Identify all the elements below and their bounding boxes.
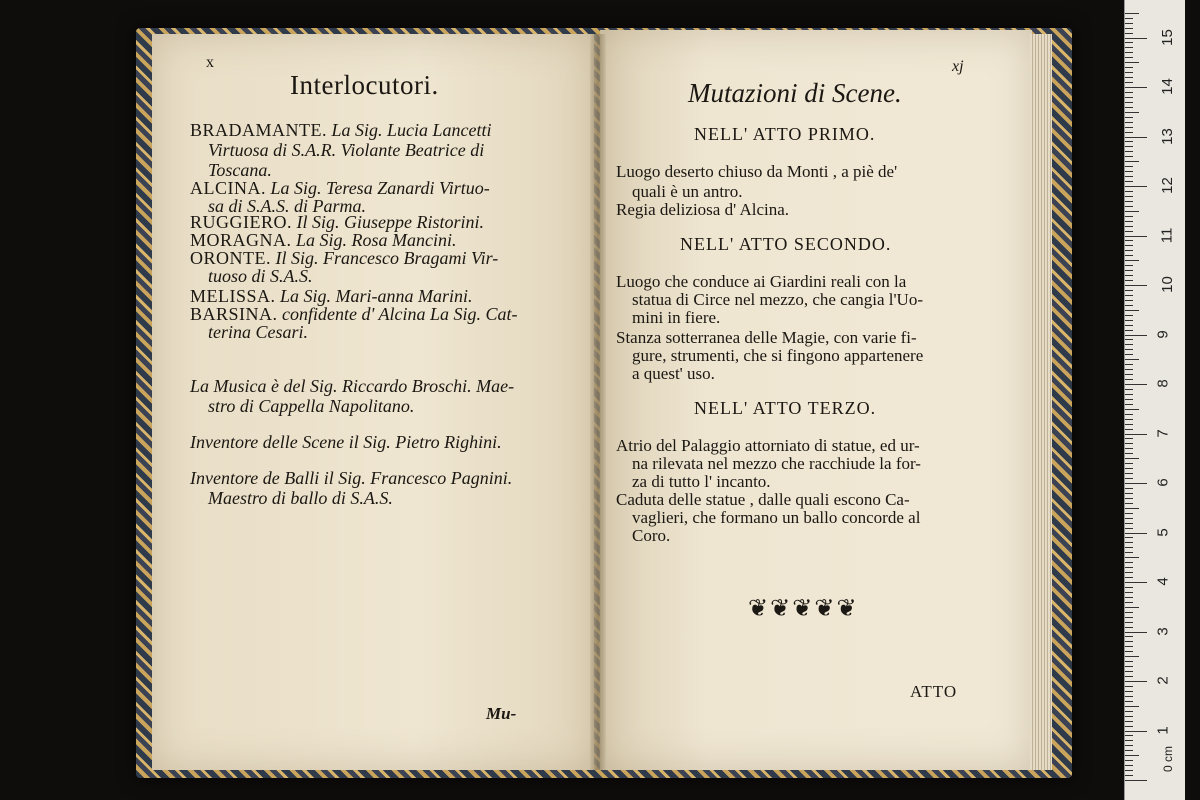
- ruler-tick: [1125, 429, 1133, 430]
- ruler-tick: [1125, 77, 1133, 78]
- ruler-tick: [1125, 686, 1133, 687]
- ruler-tick: [1125, 617, 1133, 618]
- ruler-tick: [1125, 87, 1147, 88]
- ruler-tick: [1125, 151, 1133, 152]
- scene-line: na rilevata nel mezzo che racchiude la for-: [632, 454, 921, 473]
- scene-line: a quest' uso.: [632, 364, 715, 383]
- ruler-tick: [1125, 315, 1133, 316]
- ruler-number: 13: [1158, 127, 1176, 145]
- ruler-tick: [1125, 156, 1133, 157]
- ruler-tick: [1125, 18, 1133, 19]
- ruler-tick: [1125, 325, 1133, 326]
- ruler-tick: [1125, 270, 1133, 271]
- ruler-tick: [1125, 196, 1133, 197]
- scene-line: Luogo deserto chiuso da Monti , a piè de': [616, 162, 898, 181]
- ruler-tick: [1125, 414, 1133, 415]
- scene-line: quali è un antro.: [632, 182, 743, 201]
- scene-line: Stanza sotterranea delle Magie, con varie fi-: [616, 328, 917, 347]
- ruler-tick: [1125, 453, 1133, 454]
- ruler-tick: [1125, 765, 1133, 766]
- cast-entry: [190, 304, 518, 324]
- cast-continuation: Virtuosa di S.A.R. Violante Beatrice di: [208, 140, 485, 160]
- ruler-tick: [1125, 463, 1133, 464]
- ruler-number: 4: [1154, 577, 1172, 586]
- ruler-tick: [1125, 567, 1133, 568]
- ruler-tick: [1125, 47, 1133, 48]
- ruler-number: 5: [1154, 527, 1172, 537]
- ruler-tick: [1125, 646, 1133, 647]
- ruler-tick: [1125, 226, 1133, 227]
- ruler-tick: [1125, 275, 1133, 276]
- ruler-tick: [1125, 28, 1133, 29]
- ruler-tick: [1125, 97, 1133, 98]
- act-title: NELL' ATTO SECONDO.: [680, 234, 892, 254]
- ruler-tick: [1125, 438, 1133, 439]
- ruler-tick: [1125, 498, 1133, 499]
- ruler-tick: [1125, 731, 1147, 732]
- ruler-tick: [1125, 250, 1133, 251]
- scene-line: gure, strumenti, che si fingono appartenere: [632, 346, 924, 365]
- cast-performer: La Sig. Rosa Mancini.: [296, 230, 457, 250]
- ruler-tick: [1125, 379, 1133, 380]
- ruler-unit-label: 0 cm: [1161, 745, 1176, 773]
- left-page-heading: Interlocutori.: [290, 70, 439, 100]
- ruler-tick: [1125, 211, 1139, 212]
- ruler-tick: [1125, 458, 1139, 459]
- ruler-tick: [1125, 280, 1133, 281]
- ruler-tick: [1125, 755, 1139, 756]
- ruler-tick: [1125, 38, 1147, 39]
- ruler-tick: [1125, 132, 1133, 133]
- credit-line: Inventore delle Scene il Sig. Pietro Righini.: [190, 432, 502, 452]
- ruler-tick: [1125, 409, 1139, 410]
- ruler-tick: [1125, 171, 1133, 172]
- ruler-tick: [1125, 290, 1133, 291]
- ruler-tick: [1125, 42, 1133, 43]
- ruler-tick: [1125, 770, 1133, 771]
- ruler-tick: [1125, 102, 1133, 103]
- ruler-tick: [1125, 67, 1133, 68]
- ruler-tick: [1125, 72, 1133, 73]
- ruler-tick: [1125, 651, 1133, 652]
- ruler-tick: [1125, 602, 1133, 603]
- ruler-tick: [1125, 419, 1133, 420]
- ruler-tick: [1125, 295, 1133, 296]
- cast-entry: [190, 120, 492, 140]
- ruler-tick: [1125, 745, 1133, 746]
- book-gutter: [590, 34, 606, 770]
- ruler-tick: [1125, 612, 1133, 613]
- ruler-tick: [1125, 721, 1133, 722]
- ruler-tick: [1125, 13, 1139, 14]
- ruler-tick: [1125, 344, 1133, 345]
- ruler-tick: [1125, 780, 1147, 781]
- ruler-number: 15: [1158, 28, 1176, 46]
- ruler-tick: [1125, 468, 1133, 469]
- cast-entry: [190, 212, 484, 232]
- credit-line: stro di Cappella Napolitano.: [208, 396, 415, 416]
- act-title: NELL' ATTO PRIMO.: [694, 124, 876, 144]
- ruler-number: 8: [1154, 379, 1172, 388]
- ruler-tick: [1125, 542, 1133, 543]
- ruler-tick: [1125, 112, 1139, 113]
- ruler-tick: [1125, 696, 1133, 697]
- ruler-tick: [1125, 597, 1133, 598]
- ruler-tick: [1125, 478, 1133, 479]
- cast-continuation: terina Cesari.: [208, 322, 309, 342]
- ruler-tick: [1125, 231, 1133, 232]
- ruler-number: 14: [1158, 78, 1176, 95]
- ruler-tick: [1125, 236, 1147, 237]
- ruler-tick: [1125, 117, 1133, 118]
- ruler-tick: [1125, 750, 1133, 751]
- scene-line: Caduta delle statue , dalle quali escono Ca-: [616, 490, 910, 509]
- ruler-tick: [1125, 216, 1133, 217]
- cast-role: ALCINA.: [190, 178, 266, 198]
- act-title: NELL' ATTO TERZO.: [694, 398, 877, 418]
- ruler-tick: [1125, 107, 1133, 108]
- ruler-tick: [1125, 305, 1133, 306]
- ruler-number: 12: [1158, 177, 1176, 194]
- ruler-tick: [1125, 181, 1133, 182]
- ruler-tick: [1125, 681, 1147, 682]
- credit-line: Maestro di ballo di S.A.S.: [208, 488, 393, 508]
- ruler-tick: [1125, 562, 1133, 563]
- ruler-tick: [1125, 434, 1147, 435]
- ruler-number: 7: [1154, 428, 1172, 438]
- ruler-tick: [1125, 92, 1133, 93]
- ruler-tick: [1125, 374, 1133, 375]
- ruler-tick: [1125, 310, 1139, 311]
- ruler-tick: [1125, 775, 1133, 776]
- ruler-tick: [1125, 518, 1133, 519]
- ruler-tick: [1125, 577, 1133, 578]
- credit-line: Inventore de Balli il Sig. Francesco Pagnini.: [190, 468, 513, 488]
- ruler-tick: [1125, 424, 1133, 425]
- ruler-tick: [1125, 320, 1133, 321]
- right-page-number: xj: [952, 58, 964, 75]
- cast-continuation: tuoso di S.A.S.: [208, 266, 313, 286]
- ruler-tick: [1125, 483, 1147, 484]
- credit-line: La Musica è del Sig. Riccardo Broschi. Mae-: [190, 376, 515, 396]
- ruler-tick: [1125, 57, 1133, 58]
- ruler-tick: [1125, 622, 1133, 623]
- ruler-tick: [1125, 473, 1133, 474]
- ruler-tick: [1125, 740, 1133, 741]
- ruler-tick: [1125, 206, 1133, 207]
- scene-line: Atrio del Palaggio attorniato di statue, ed ur-: [616, 436, 920, 455]
- ruler-tick: [1125, 656, 1139, 657]
- ruler-tick: [1125, 706, 1139, 707]
- ruler-tick: [1125, 260, 1139, 261]
- cast-entry: [190, 286, 473, 306]
- ruler-tick: [1125, 592, 1133, 593]
- ruler-tick: [1125, 503, 1133, 504]
- ruler-tick: [1125, 369, 1133, 370]
- cast-continuation: sa di S.A.S. di Parma.: [208, 196, 367, 216]
- ruler-tick: [1125, 82, 1133, 83]
- ruler-tick: [1125, 399, 1133, 400]
- measurement-ruler: [1124, 0, 1185, 800]
- ruler-tick: [1125, 666, 1133, 667]
- ruler-number: 11: [1158, 227, 1176, 243]
- ruler-tick: [1125, 122, 1133, 123]
- ruler-tick: [1125, 557, 1139, 558]
- ruler-tick: [1125, 141, 1133, 142]
- cast-continuation: Toscana.: [208, 160, 272, 180]
- ruler-tick: [1125, 285, 1147, 286]
- ruler-tick: [1125, 691, 1133, 692]
- ruler-tick: [1125, 265, 1133, 266]
- ruler-tick: [1125, 582, 1147, 583]
- ruler-tick: [1125, 166, 1133, 167]
- ruler-tick: [1125, 533, 1147, 534]
- ruler-tick: [1125, 735, 1133, 736]
- ruler-tick: [1125, 191, 1133, 192]
- ruler-tick: [1125, 384, 1147, 385]
- ruler-tick: [1125, 161, 1139, 162]
- cast-role: MORAGNA.: [190, 230, 292, 250]
- cast-performer: confidente d' Alcina La Sig. Cat-: [282, 304, 518, 324]
- ruler-tick: [1125, 33, 1133, 34]
- ruler-tick: [1125, 201, 1133, 202]
- ruler-tick: [1125, 448, 1133, 449]
- fleuron-ornament-icon: ❦❦❦❦❦: [748, 594, 859, 622]
- ruler-tick: [1125, 711, 1133, 712]
- ruler-tick: [1125, 349, 1133, 350]
- scene-line: Luogo che conduce ai Giardini reali con la: [616, 272, 907, 291]
- ruler-tick: [1125, 528, 1133, 529]
- right-catchword: ATTO: [910, 682, 958, 701]
- right-page-heading: Mutazioni di Scene.: [688, 78, 902, 108]
- scene-line: za di tutto l' incanto.: [632, 472, 771, 491]
- cast-role: BRADAMANTE.: [190, 120, 328, 140]
- ruler-tick: [1125, 137, 1147, 138]
- ruler-tick: [1125, 523, 1133, 524]
- ruler-tick: [1125, 186, 1147, 187]
- cast-role: RUGGIERO.: [190, 212, 292, 232]
- left-page-number: x: [206, 54, 214, 71]
- cast-role: MELISSA.: [190, 286, 276, 306]
- ruler-tick: [1125, 335, 1147, 336]
- ruler-tick: [1125, 537, 1133, 538]
- ruler-tick: [1125, 636, 1133, 637]
- ruler-tick: [1125, 488, 1133, 489]
- ruler-tick: [1125, 508, 1139, 509]
- scene-line: vaglieri, che formano un ballo concorde al: [632, 508, 921, 527]
- ruler-number: 2: [1154, 676, 1172, 685]
- ruler-number: 3: [1154, 626, 1172, 636]
- scene-line: mini in fiere.: [632, 308, 721, 327]
- ruler-tick: [1125, 641, 1133, 642]
- ruler-tick: [1125, 127, 1133, 128]
- ruler-tick: [1125, 221, 1133, 222]
- ruler-tick: [1125, 716, 1133, 717]
- ruler-tick: [1125, 760, 1133, 761]
- ruler-tick: [1125, 62, 1139, 63]
- ruler-tick: [1125, 339, 1133, 340]
- ruler-tick: [1125, 572, 1133, 573]
- cast-entry: [190, 178, 490, 198]
- cast-performer: La Sig. Lucia Lancetti: [331, 120, 492, 140]
- cast-entry: [190, 230, 457, 250]
- ruler-tick: [1125, 404, 1133, 405]
- ruler-tick: [1125, 389, 1133, 390]
- ruler-tick: [1125, 330, 1133, 331]
- cast-role: ORONTE.: [190, 248, 271, 268]
- cast-entry: [190, 248, 498, 268]
- ruler-tick: [1125, 671, 1133, 672]
- ruler-tick: [1125, 394, 1133, 395]
- ruler-tick: [1125, 300, 1133, 301]
- scene-line: statua di Circe nel mezzo, che cangia l'Uo-: [632, 290, 923, 309]
- ruler-tick: [1125, 726, 1133, 727]
- ruler-tick: [1125, 552, 1133, 553]
- cast-role: BARSINA.: [190, 304, 278, 324]
- ruler-tick: [1125, 354, 1133, 355]
- page-edges: [1030, 34, 1052, 770]
- ruler-tick: [1125, 240, 1133, 241]
- ruler-tick: [1125, 245, 1133, 246]
- cast-performer: Il Sig. Giuseppe Ristorini.: [296, 212, 484, 232]
- ruler-tick: [1125, 513, 1133, 514]
- ruler-tick: [1125, 493, 1133, 494]
- left-catchword: Mu-: [486, 704, 517, 723]
- ruler-tick: [1125, 176, 1133, 177]
- ruler-tick: [1125, 632, 1147, 633]
- ruler-tick: [1125, 359, 1139, 360]
- ruler-number: 1: [1154, 725, 1172, 735]
- ruler-tick: [1125, 52, 1133, 53]
- ruler-tick: [1125, 547, 1133, 548]
- ruler-number: 10: [1158, 276, 1176, 293]
- ruler-tick: [1125, 364, 1133, 365]
- scene-line: Regia deliziosa d' Alcina.: [616, 200, 790, 219]
- ruler-tick: [1125, 661, 1133, 662]
- scene-line: Coro.: [632, 526, 671, 545]
- ruler-number: 9: [1154, 329, 1172, 339]
- cast-performer: La Sig. Teresa Zanardi Virtuo-: [270, 178, 490, 198]
- ruler-tick: [1125, 587, 1133, 588]
- cast-performer: La Sig. Mari-anna Marini.: [280, 286, 473, 306]
- ruler-tick: [1125, 443, 1133, 444]
- ruler-tick: [1125, 701, 1133, 702]
- ruler-tick: [1125, 607, 1139, 608]
- ruler-tick: [1125, 146, 1133, 147]
- ruler-tick: [1125, 23, 1133, 24]
- ruler-number: 6: [1154, 478, 1172, 487]
- ruler-tick: [1125, 676, 1133, 677]
- cast-performer: Il Sig. Francesco Bragami Vir-: [275, 248, 499, 268]
- ruler-tick: [1125, 255, 1133, 256]
- ruler-tick: [1125, 627, 1133, 628]
